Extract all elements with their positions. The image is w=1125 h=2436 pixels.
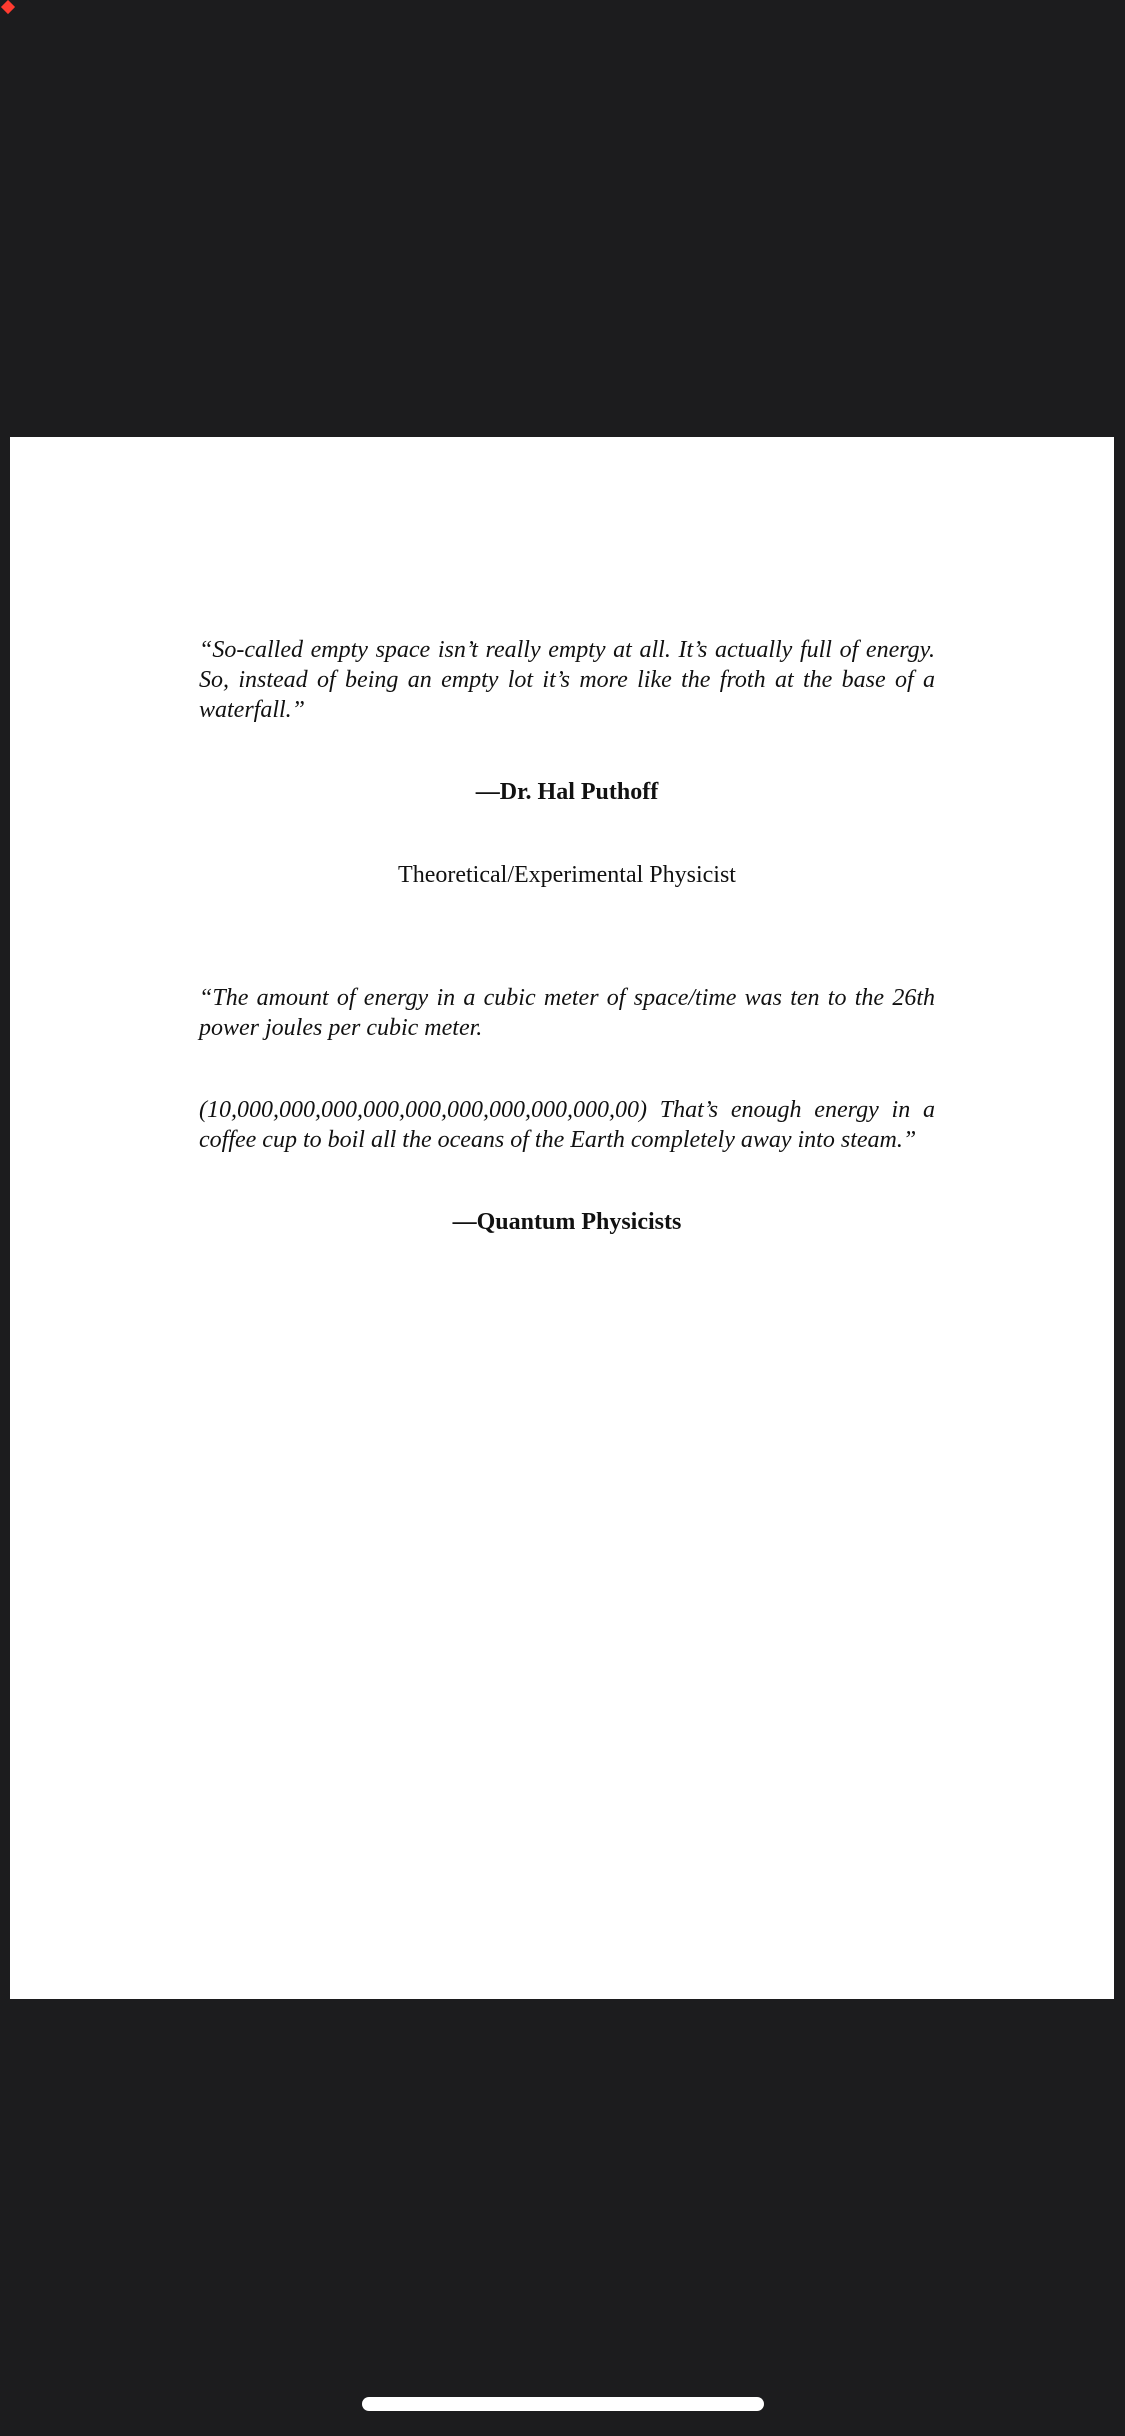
quote-puthoff: “So-called empty space isn’t really empty at all. It’s actually full of energy. So, instead of being an empty lot it’s more like the froth at the base of a waterfall.”	[199, 637, 935, 723]
quote-energy-part1: “The amount of energy in a cubic meter of space/time was ten to the 26th power joules per cubic meter.	[199, 985, 935, 1041]
attribution-quantum-physicists: —Quantum Physicists	[452, 1209, 682, 1235]
home-indicator[interactable]	[362, 2397, 764, 2411]
quote-energy-part2: (10,000,000,000,000,000,000,000,000,000,00) That’s enough energy in a coffee cup to boil all the oceans of the Earth completely away into steam.”	[199, 1097, 935, 1153]
recording-indicator-icon	[1, 0, 15, 14]
document-page[interactable]	[10, 437, 1114, 1999]
attribution-title: Theoretical/Experimental Physicist	[398, 862, 736, 888]
attribution-puthoff: —Dr. Hal Puthoff	[475, 779, 659, 805]
